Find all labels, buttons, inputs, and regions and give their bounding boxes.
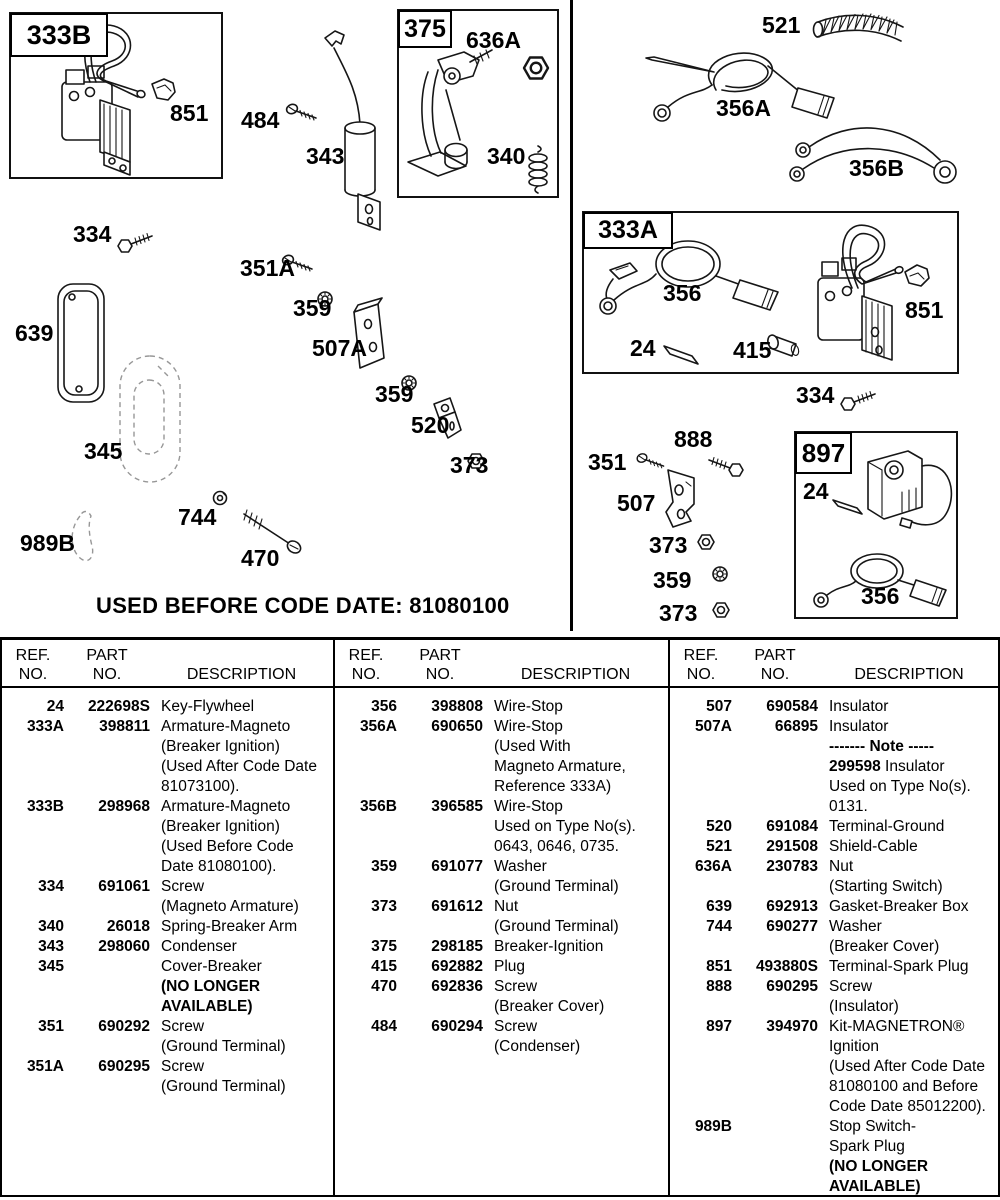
table-row <box>670 817 1000 837</box>
table-row <box>2 717 333 797</box>
callout-851-b: 851 <box>905 297 944 323</box>
part-no-cell: 26018 <box>106 918 150 935</box>
callout-484: 484 <box>241 107 280 133</box>
description-line: Date 81080100). <box>161 858 277 875</box>
part-no-cell <box>64 957 150 1017</box>
part-no-cell: 690277 <box>766 918 818 935</box>
table-row <box>670 977 1000 1017</box>
armature-magneto-333A-drawing <box>818 225 904 360</box>
ref-no-cell: 520 <box>706 818 732 835</box>
ref-no-cell: 340 <box>38 918 64 935</box>
ref-no-cell: 356A <box>359 718 397 735</box>
ref-no-cell: 373 <box>371 898 397 915</box>
ref-no-header: REF. NO. <box>348 647 384 683</box>
callout-334-a: 334 <box>73 221 112 247</box>
description-cell <box>483 797 668 857</box>
part-no-cell: 690650 <box>431 718 483 735</box>
description-cell <box>483 897 668 937</box>
ref-no-cell: 507 <box>706 698 732 715</box>
description-line: Screw <box>161 1058 205 1075</box>
table-row <box>2 917 333 937</box>
part-no-cell: 692882 <box>431 958 483 975</box>
description-line: Shield-Cable <box>829 838 918 855</box>
description-line: Cover-Breaker <box>161 958 262 975</box>
group-label-333A: 333A <box>583 212 673 249</box>
callout-373-b: 373 <box>649 532 688 558</box>
group-label-375: 375 <box>398 10 452 48</box>
description-cell <box>818 1117 1000 1197</box>
description-line: Washer <box>494 858 547 875</box>
table-row <box>335 1017 668 1057</box>
description-line: (Used Before Code <box>161 838 294 855</box>
callout-359-c: 359 <box>653 567 692 593</box>
description-line: AVAILABLE) <box>829 1178 921 1195</box>
part-no-cell: 398811 <box>99 718 150 735</box>
table-row <box>2 797 333 877</box>
table-column-2 <box>335 640 668 1195</box>
part-no-header: PART NO. <box>419 647 461 683</box>
description-line: 0643, 0646, 0735. <box>494 838 619 855</box>
description-cell <box>483 857 668 897</box>
part-no-cell: 690292 <box>98 1018 150 1035</box>
table-header <box>335 640 668 686</box>
nut-636A-icon <box>524 58 548 79</box>
callout-351A: 351A <box>240 255 295 281</box>
diagram-divider-line <box>570 0 573 631</box>
part-no-header: PART NO. <box>86 647 128 683</box>
table-row <box>670 917 1000 957</box>
screw-888-icon <box>709 458 743 477</box>
table-row <box>335 897 668 937</box>
description-header: DESCRIPTION <box>854 666 964 683</box>
callout-24-a: 24 <box>630 335 656 361</box>
ref-no-cell: 415 <box>371 958 397 975</box>
description-line: Gasket-Breaker Box <box>829 898 969 915</box>
table-row <box>670 1017 1000 1117</box>
callout-359-a: 359 <box>293 295 332 321</box>
description-line: Screw <box>494 1018 538 1035</box>
table-row <box>2 1057 333 1097</box>
part-no-cell: 691077 <box>431 858 483 875</box>
part-no-cell: 66895 <box>774 718 818 735</box>
callout-851-a: 851 <box>170 100 209 126</box>
table-row <box>2 877 333 917</box>
description-cell <box>483 937 668 957</box>
table-body-2 <box>335 686 668 1057</box>
description-line: (Condenser) <box>494 1038 581 1055</box>
description-cell <box>150 957 333 1017</box>
part-no-cell: 222698S <box>87 698 150 715</box>
description-cell <box>150 1057 333 1097</box>
nut-373-c-icon <box>713 603 729 617</box>
table-row <box>335 717 668 797</box>
description-line: Used on Type No(s). <box>829 778 971 795</box>
description-line: Armature-Magneto <box>161 718 291 735</box>
description-line: (Used After Code Date <box>829 1058 985 1075</box>
table-row <box>2 697 333 717</box>
description-line: Spring-Breaker Arm <box>161 918 298 935</box>
callout-415: 415 <box>733 337 772 363</box>
part-no-cell: 691612 <box>431 898 483 915</box>
table-body-1 <box>2 686 333 1097</box>
description-line: Used on Type No(s). <box>494 818 636 835</box>
description-line: (Ground Terminal) <box>161 1078 286 1095</box>
ref-no-cell: 507A <box>694 718 732 735</box>
description-cell <box>483 1017 668 1057</box>
description-cell <box>483 717 668 797</box>
description-header: DESCRIPTION <box>520 666 631 683</box>
screw-334-right-icon <box>841 392 875 411</box>
callout-351: 351 <box>588 449 627 475</box>
cover-breaker-345-drawing <box>120 356 180 482</box>
part-no-cell: 291508 <box>766 838 818 855</box>
ref-no-cell: 888 <box>706 978 732 995</box>
description-header: DESCRIPTION <box>186 666 297 683</box>
description-cell <box>818 1017 1000 1117</box>
description-line: Stop Switch- <box>829 1118 917 1135</box>
description-cell <box>818 857 1000 897</box>
description-line: Screw <box>829 978 873 995</box>
part-no-cell <box>732 1117 818 1197</box>
key-24-333A-drawing <box>664 346 698 364</box>
table-header <box>2 640 333 686</box>
description-line: Wire-Stop <box>494 718 563 735</box>
description-cell <box>818 837 1000 857</box>
description-line: (Breaker Cover) <box>829 938 940 955</box>
part-no-cell: 690295 <box>98 1058 150 1075</box>
ref-no-cell: 333A <box>26 718 64 735</box>
callout-356: 356 <box>663 280 702 306</box>
ref-no-cell: 851 <box>706 958 732 975</box>
description-line: Screw <box>494 978 538 995</box>
callout-888: 888 <box>674 426 713 452</box>
callout-356-c: 356 <box>861 583 900 609</box>
ref-no-cell: 470 <box>371 978 397 995</box>
part-no-cell: 230783 <box>766 858 818 875</box>
callout-343: 343 <box>306 143 345 169</box>
description-cell <box>483 697 668 717</box>
table-column-1 <box>2 640 333 1195</box>
ref-no-cell: 343 <box>38 938 64 955</box>
description-line: Spark Plug <box>829 1138 905 1155</box>
table-row <box>670 857 1000 897</box>
description-line: (Breaker Ignition) <box>161 738 280 755</box>
description-line: ------- Note ----- <box>829 738 934 755</box>
ref-no-cell: 375 <box>371 938 397 955</box>
part-no-cell: 396585 <box>431 798 483 815</box>
part-no-cell: 691084 <box>766 818 818 835</box>
table-row <box>670 957 1000 977</box>
description-cell <box>483 957 668 977</box>
description-line: Reference 333A) <box>494 778 612 795</box>
callout-356B: 356B <box>849 155 904 181</box>
ref-no-cell: 484 <box>371 1018 397 1035</box>
description-line: Terminal-Ground <box>829 818 945 835</box>
screw-351-icon <box>636 453 664 468</box>
callout-24-b: 24 <box>803 478 829 504</box>
magnetron-module-897-drawing <box>868 451 951 528</box>
table-row <box>335 797 668 857</box>
table-row <box>335 957 668 977</box>
spring-340-drawing <box>529 146 547 193</box>
ref-no-cell: 636A <box>694 858 732 875</box>
ref-no-cell: 744 <box>706 918 732 935</box>
description-line: Armature-Magneto <box>161 798 291 815</box>
description-line: Magneto Armature, <box>494 758 626 775</box>
description-line: (Starting Switch) <box>829 878 943 895</box>
description-line: Plug <box>494 958 526 975</box>
table-row <box>2 957 333 1017</box>
callout-345: 345 <box>84 438 123 464</box>
code-date-caption: USED BEFORE CODE DATE: 81080100 <box>96 593 510 618</box>
description-line: Nut <box>494 898 519 915</box>
table-row <box>670 897 1000 917</box>
callout-520: 520 <box>411 412 450 438</box>
ref-no-cell: 24 <box>46 698 64 715</box>
description-line: Terminal-Spark Plug <box>829 958 969 975</box>
description-line: (NO LONGER <box>161 978 261 995</box>
description-cell <box>818 977 1000 1017</box>
key-24-897-drawing <box>833 500 862 514</box>
description-line: (Used After Code Date <box>161 758 317 775</box>
callout-470: 470 <box>241 545 280 571</box>
description-line: (Ground Terminal) <box>161 1038 286 1055</box>
ref-no-header: REF. NO. <box>15 647 51 683</box>
description-cell <box>818 897 1000 917</box>
description-line: (Insulator) <box>829 998 899 1015</box>
table-row <box>335 977 668 1017</box>
ref-no-cell: 989B <box>694 1118 732 1135</box>
description-line: (Magneto Armature) <box>161 898 299 915</box>
ref-no-cell: 351A <box>26 1058 64 1075</box>
description-line: Code Date 85012200). <box>829 1098 986 1115</box>
ref-no-cell: 897 <box>706 1018 732 1035</box>
description-line: Insulator <box>829 698 889 715</box>
description-cell <box>150 717 333 797</box>
description-line: 0131. <box>829 798 868 815</box>
table-row <box>670 837 1000 857</box>
table-body-3 <box>670 686 1000 1197</box>
description-cell <box>818 817 1000 837</box>
description-line: Breaker-Ignition <box>494 938 604 955</box>
description-line: 81080100 and Before <box>829 1078 979 1095</box>
part-no-cell: 690584 <box>766 698 818 715</box>
table-header <box>670 640 1000 686</box>
insulator-507-drawing <box>666 470 694 527</box>
description-line: (NO LONGER <box>829 1158 929 1175</box>
table-row <box>670 717 1000 817</box>
description-cell <box>150 937 333 957</box>
callout-373-a: 373 <box>450 452 489 478</box>
ref-no-cell: 521 <box>706 838 732 855</box>
part-no-cell: 690295 <box>766 978 818 995</box>
description-cell <box>818 717 1000 817</box>
ref-no-cell: 345 <box>38 958 64 975</box>
part-no-cell: 298968 <box>98 798 150 815</box>
description-cell <box>150 917 333 937</box>
table-row <box>2 1017 333 1057</box>
ref-no-cell: 356 <box>371 698 397 715</box>
screw-484-icon <box>285 103 316 120</box>
part-no-cell: 692836 <box>431 978 483 995</box>
ref-no-header: REF. NO. <box>683 647 719 683</box>
description-cell <box>150 797 333 877</box>
description-line: (Ground Terminal) <box>494 878 619 895</box>
gasket-639-drawing <box>58 284 104 402</box>
description-line: AVAILABLE) <box>161 998 253 1015</box>
description-line: Screw <box>161 1018 205 1035</box>
plug-415-drawing <box>766 334 799 356</box>
table-row <box>335 697 668 717</box>
description-line: 81073100). <box>161 778 240 795</box>
callout-507: 507 <box>617 490 656 516</box>
callout-744: 744 <box>178 504 217 530</box>
part-no-cell: 692913 <box>766 898 818 915</box>
part-no-cell: 298185 <box>431 938 483 955</box>
table-row <box>670 1117 1000 1197</box>
callout-373-c: 373 <box>659 600 698 626</box>
description-cell <box>818 957 1000 977</box>
callout-989B: 989B <box>20 530 75 556</box>
washer-744-icon <box>214 492 227 505</box>
description-cell <box>150 877 333 917</box>
group-label-897: 897 <box>795 432 852 474</box>
description-cell <box>818 697 1000 717</box>
callout-507A: 507A <box>312 335 367 361</box>
description-line: Insulator <box>829 718 889 735</box>
description-line: Kit-MAGNETRON® <box>829 1018 965 1035</box>
callout-356A: 356A <box>716 95 771 121</box>
description-line: Wire-Stop <box>494 798 563 815</box>
group-label-333B: 333B <box>10 13 108 57</box>
part-no-cell: 690294 <box>431 1018 483 1035</box>
description-line: Ignition <box>829 1038 879 1055</box>
ref-no-cell: 351 <box>38 1018 64 1035</box>
screw-334-left-icon <box>118 234 152 253</box>
breaker-ignition-375-drawing <box>408 50 492 176</box>
description-line: 299598 Insulator <box>829 758 945 775</box>
table-column-3 <box>670 640 1000 1195</box>
ref-no-cell: 359 <box>371 858 397 875</box>
shield-cable-521-drawing <box>814 14 904 41</box>
description-line: (Ground Terminal) <box>494 918 619 935</box>
callout-340: 340 <box>487 143 526 169</box>
description-cell <box>150 1017 333 1057</box>
table-row <box>2 937 333 957</box>
callout-639: 639 <box>15 320 54 346</box>
parts-table <box>0 637 1000 1197</box>
condenser-343-drawing <box>325 31 380 230</box>
washer-359-c-icon <box>713 567 727 581</box>
ref-no-cell: 356B <box>359 798 397 815</box>
part-no-cell: 691061 <box>98 878 150 895</box>
ref-no-cell: 334 <box>38 878 64 895</box>
description-line: Screw <box>161 878 205 895</box>
table-row <box>335 857 668 897</box>
part-no-cell: 298060 <box>98 938 150 955</box>
callout-359-b: 359 <box>375 381 414 407</box>
part-no-cell: 493880S <box>755 958 818 975</box>
ref-no-cell: 333B <box>26 798 64 815</box>
description-line: (Breaker Ignition) <box>161 818 280 835</box>
ref-no-cell: 639 <box>706 898 732 915</box>
nut-373-b-icon <box>698 535 714 549</box>
description-cell <box>483 977 668 1017</box>
description-line: Wire-Stop <box>494 698 563 715</box>
description-line: Key-Flywheel <box>161 698 255 715</box>
description-line: (Used With <box>494 738 571 755</box>
stop-switch-989B-drawing <box>72 512 93 561</box>
description-cell <box>150 697 333 717</box>
table-row <box>670 697 1000 717</box>
callout-334-b: 334 <box>796 382 835 408</box>
table-row <box>335 937 668 957</box>
part-no-cell: 394970 <box>766 1018 818 1035</box>
callout-521: 521 <box>762 12 801 38</box>
part-no-cell: 398808 <box>431 698 483 715</box>
description-line: Nut <box>829 858 854 875</box>
callout-636A: 636A <box>466 27 521 53</box>
description-line: (Breaker Cover) <box>494 998 605 1015</box>
description-cell <box>818 917 1000 957</box>
description-line: Washer <box>829 918 882 935</box>
part-no-header: PART NO. <box>754 647 796 683</box>
description-line: Condenser <box>161 938 237 955</box>
terminal-851-333A-drawing <box>905 265 929 286</box>
